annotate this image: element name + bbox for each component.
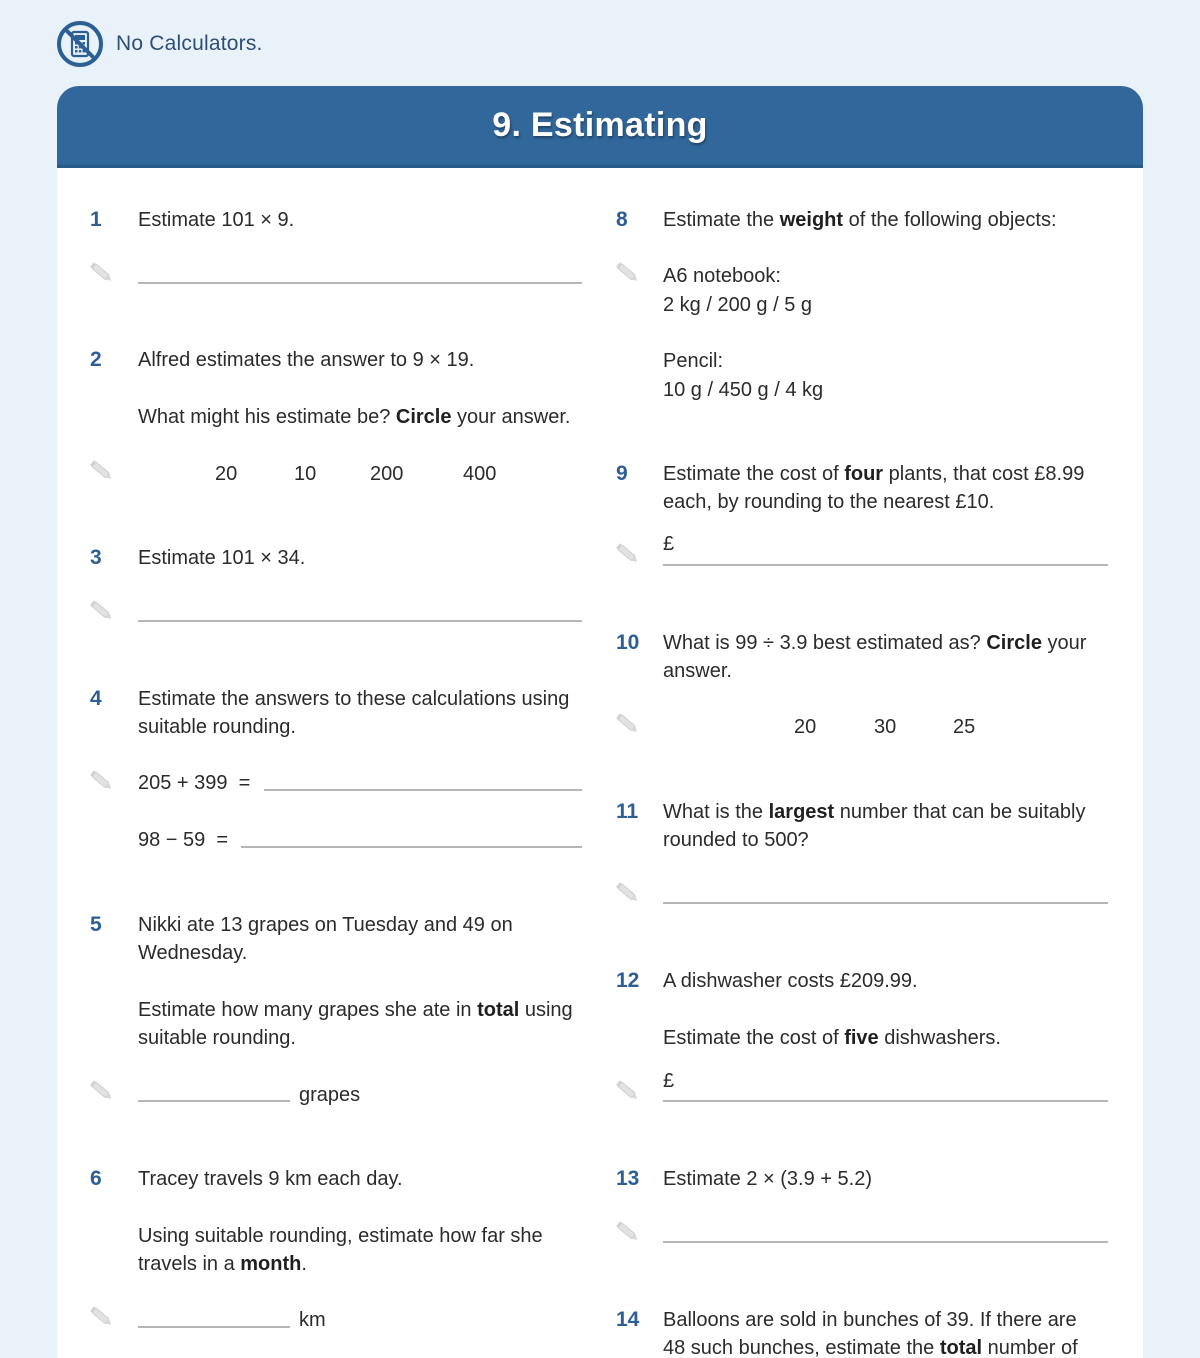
answer-unit: grapes — [299, 1084, 361, 1106]
answer-option[interactable]: 20 — [215, 463, 238, 485]
question-prompt: What might his estimate be? Circle your answer. — [138, 406, 571, 428]
answer-option[interactable]: 30 — [874, 716, 897, 738]
page-title: 9. Estimating — [492, 106, 708, 144]
no-calculator-icon — [56, 20, 104, 68]
question-text-line2: suitable rounding. — [138, 716, 296, 738]
question-text-line2: rounded to 500? — [663, 829, 809, 851]
answer-line[interactable] — [241, 846, 582, 848]
question-text-line2: Wednesday. — [138, 942, 248, 964]
answer-option[interactable]: 200 — [370, 463, 404, 485]
pencil-icon — [615, 262, 641, 284]
question-text: A dishwasher costs £209.99. — [663, 970, 918, 992]
answer-line[interactable] — [138, 620, 582, 622]
question-number: 9 — [616, 462, 628, 485]
item-label: Pencil: — [663, 350, 724, 372]
question-number: 1 — [90, 208, 102, 231]
question-text-line2: 48 such bunches, estimate the total number of — [663, 1337, 1078, 1358]
question-number: 10 — [616, 631, 640, 654]
calculation-2: 98 − 59 = — [138, 829, 229, 851]
pencil-icon — [615, 713, 641, 735]
question-prompt: Estimate how many grapes she ate in total using — [138, 999, 573, 1021]
answer-unit: km — [299, 1309, 326, 1331]
pencil-icon — [89, 262, 115, 284]
answer-line[interactable] — [264, 789, 582, 791]
pencil-icon — [615, 543, 641, 565]
question-number: 12 — [616, 969, 640, 992]
pencil-icon — [615, 882, 641, 904]
question-text: Estimate the cost of four plants, that cost £8.99 — [663, 463, 1085, 485]
answer-line[interactable] — [663, 902, 1108, 904]
question-prompt: Estimate the cost of five dishwashers. — [663, 1027, 1001, 1049]
answer-line[interactable] — [663, 564, 1108, 566]
pencil-icon — [89, 600, 115, 622]
answer-option[interactable]: 20 — [794, 716, 817, 738]
calculation-1: 205 + 399 = — [138, 772, 251, 794]
answer-option[interactable]: 400 — [463, 463, 497, 485]
answer-line[interactable] — [138, 1326, 290, 1328]
currency-symbol: £ — [663, 1070, 675, 1092]
question-prompt: Using suitable rounding, estimate how far she — [138, 1225, 543, 1247]
currency-symbol: £ — [663, 533, 675, 555]
pencil-icon — [89, 770, 115, 792]
answer-option[interactable]: 10 — [294, 463, 317, 485]
item-options[interactable]: 2 kg / 200 g / 5 g — [663, 294, 812, 316]
question-number: 4 — [90, 687, 102, 710]
question-text: What is the largest number that can be suitably — [663, 801, 1086, 823]
question-text: Alfred estimates the answer to 9 × 19. — [138, 349, 475, 371]
question-text: What is 99 ÷ 3.9 best estimated as? Circle your — [663, 632, 1087, 654]
pencil-icon — [89, 1306, 115, 1328]
no-calculators-notice — [56, 20, 263, 68]
item-options[interactable]: 10 g / 450 g / 4 kg — [663, 379, 824, 401]
question-text: Estimate the answers to these calculations using — [138, 688, 570, 710]
answer-line[interactable] — [663, 1100, 1108, 1102]
answer-line[interactable] — [138, 282, 582, 284]
question-number: 3 — [90, 546, 102, 569]
question-text: Estimate 101 × 34. — [138, 547, 306, 569]
question-number: 11 — [616, 800, 639, 823]
question-number: 8 — [616, 208, 628, 231]
question-number: 13 — [616, 1167, 640, 1190]
question-prompt-line2: travels in a month. — [138, 1253, 307, 1275]
question-number: 6 — [90, 1167, 102, 1190]
answer-line[interactable] — [138, 1100, 290, 1102]
title-banner — [57, 86, 1143, 168]
pencil-icon — [615, 1221, 641, 1243]
answer-line[interactable] — [663, 1241, 1108, 1243]
question-number: 2 — [90, 348, 102, 371]
answer-option[interactable]: 25 — [953, 716, 976, 738]
question-number: 14 — [616, 1308, 640, 1331]
question-prompt-line2: suitable rounding. — [138, 1027, 296, 1049]
item-label: A6 notebook: — [663, 265, 781, 287]
question-text: Estimate 2 × (3.9 + 5.2) — [663, 1168, 872, 1190]
question-text: Balloons are sold in bunches of 39. If there are — [663, 1309, 1077, 1331]
pencil-icon — [89, 460, 115, 482]
question-text: Estimate 101 × 9. — [138, 209, 295, 231]
pencil-icon — [615, 1080, 641, 1102]
question-text: Nikki ate 13 grapes on Tuesday and 49 on — [138, 914, 513, 936]
question-text: Estimate the weight of the following objects: — [663, 209, 1057, 231]
question-text-line2: answer. — [663, 660, 732, 682]
question-text-line2: each, by rounding to the nearest £10. — [663, 491, 995, 513]
notice-text: No Calculators. — [116, 32, 263, 55]
question-text: Tracey travels 9 km each day. — [138, 1168, 403, 1190]
question-number: 5 — [90, 913, 102, 936]
pencil-icon — [89, 1080, 115, 1102]
